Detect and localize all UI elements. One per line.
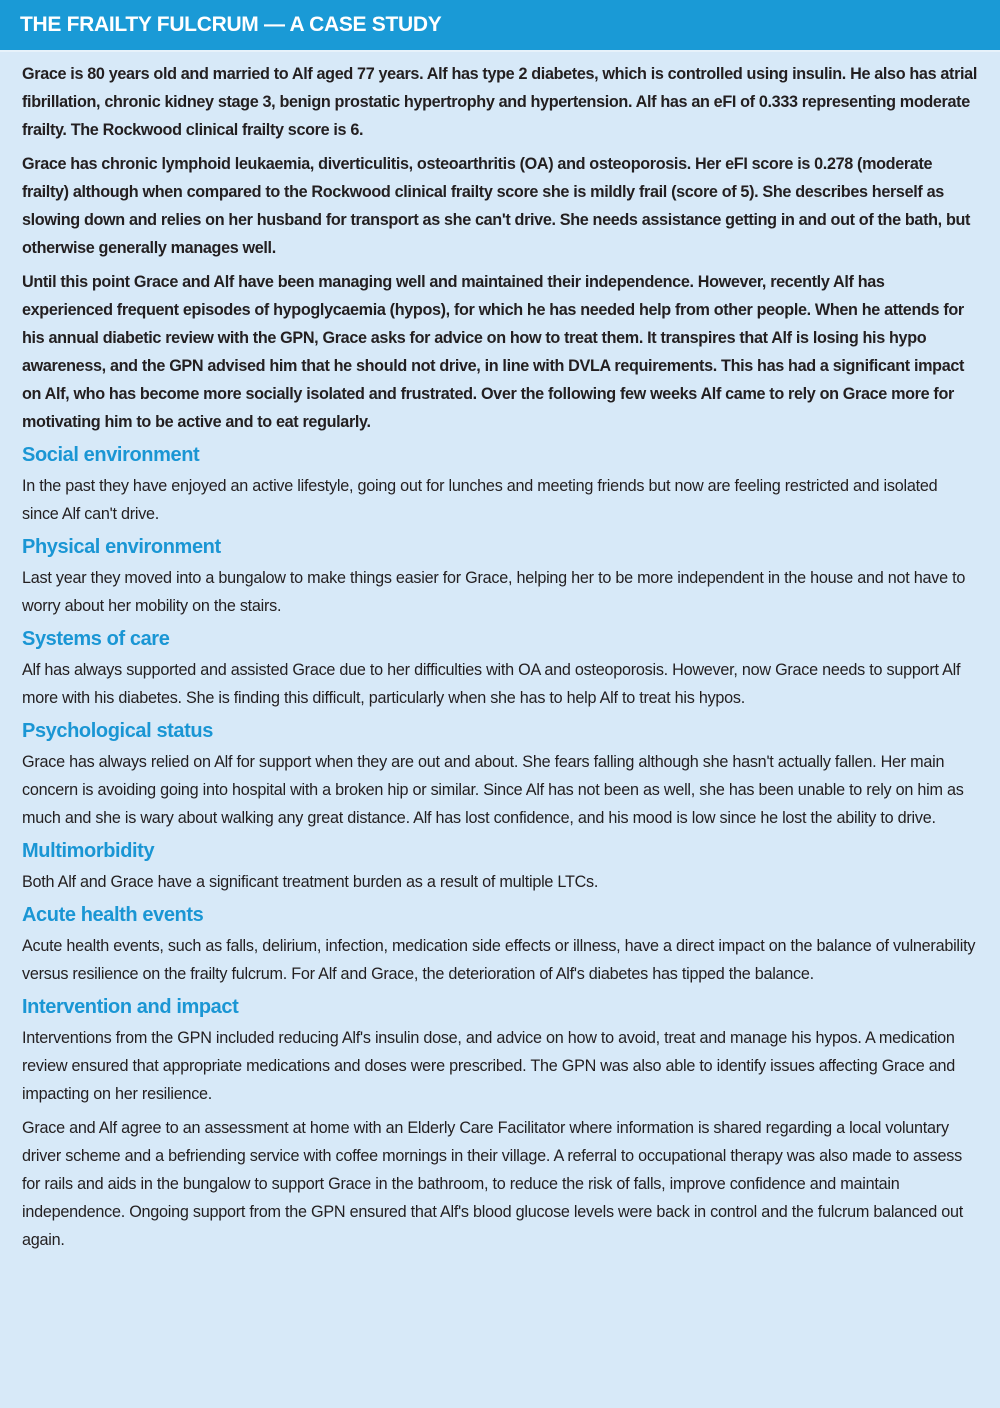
case-study-body xyxy=(0,52,1000,1254)
section-heading: Intervention and impact xyxy=(22,996,239,1018)
section-heading: Psychological status xyxy=(22,720,213,742)
section-heading: Physical environment xyxy=(22,536,221,558)
page-title: THE FRAILTY FULCRUM — A CASE STUDY xyxy=(20,13,442,36)
section-paragraph: Alf has always supported and assisted Grace due to her difficulties with OA and osteoporosis. However, now Grace needs to support Alf more with his diabetes. She is finding this difficult, particularly when she has to help Alf to treat his hypos. xyxy=(22,661,961,707)
title-banner xyxy=(0,0,1000,52)
intro-paragraph: Until this point Grace and Alf have been managing well and maintained their independence. However, recently Alf has experienced frequent episodes of hypoglycaemia (hypos), for which he has needed help from other people. When he attends for his annual diabetic review with the GPN, Grace asks for advice on how to treat them. It transpires that Alf is losing his hypo awareness, and the GPN advised him that he should not drive, in line with DVLA requirements. This has had a significant impact on Alf, who has become more socially isolated and frustrated. Over the following few weeks Alf came to rely on Grace more for motivating him to be active and to eat regularly. xyxy=(22,273,965,431)
section-heading: Systems of care xyxy=(22,628,170,650)
intro-paragraph: Grace is 80 years old and married to Alf aged 77 years. Alf has type 2 diabetes, which is controlled using insulin. He also has atrial fibrillation, chronic kidney stage 3, benign prostatic hypertrophy and hypertension. Alf has an eFI of 0.333 representing moderate frailty. The Rockwood clinical frailty score is 6. xyxy=(22,65,977,139)
section-paragraph: Both Alf and Grace have a significant treatment burden as a result of multiple LTCs. xyxy=(22,873,599,891)
section-heading: Multimorbidity xyxy=(22,840,155,862)
section-heading: Acute health events xyxy=(22,904,204,926)
section-paragraph: Acute health events, such as falls, delirium, infection, medication side effects or illness, have a direct impact on the balance of vulnerability versus resilience on the frailty fulcrum. For Alf and Grace, the deterioration of Alf's diabetes has tipped the balance. xyxy=(22,937,976,983)
section-paragraph: In the past they have enjoyed an active lifestyle, going out for lunches and meeting friends but now are feeling restricted and isolated since Alf can't drive. xyxy=(22,477,938,523)
section-paragraph: Interventions from the GPN included reducing Alf's insulin dose, and advice on how to avoid, treat and manage his hypos. A medication review ensured that appropriate medications and doses were prescribed. The GPN was also able to identify issues affecting Grace and impacting on her resilience. xyxy=(22,1029,956,1103)
section-paragraph: Grace has always relied on Alf for support when they are out and about. She fears falling although she hasn't actually fallen. Her main concern is avoiding going into hospital with a broken hip or similar. Since Alf has not been as well, she has been unable to rely on him as much and she is wary about walking any great distance. Alf has lost confidence, and his mood is low since he lost the ability to drive. xyxy=(22,753,964,827)
section-paragraph: Grace and Alf agree to an assessment at home with an Elderly Care Facilitator where information is shared regarding a local voluntary driver scheme and a befriending service with coffee mornings in their village. A referral to occupational therapy was also made to assess for rails and aids in the bungalow to support Grace in the bathroom, to reduce the risk of falls, improve confidence and maintain independence. Ongoing support from the GPN ensured that Alf's blood glucose levels were back in control and the fulcrum balanced out again. xyxy=(22,1119,964,1249)
section-heading: Social environment xyxy=(22,444,200,466)
section-paragraph: Last year they moved into a bungalow to make things easier for Grace, helping her to be more independent in the house and not have to worry about her mobility on the stairs. xyxy=(22,569,966,615)
intro-paragraph: Grace has chronic lymphoid leukaemia, diverticulitis, osteoarthritis (OA) and osteoporosis. Her eFI score is 0.278 (moderate frailty) although when compared to the Rockwood clinical frailty score she is mildly frail (score of 5). She describes herself as slowing down and relies on her husband for transport as she can't drive. She needs assistance getting in and out of the bath, but otherwise generally manages well. xyxy=(22,155,971,257)
